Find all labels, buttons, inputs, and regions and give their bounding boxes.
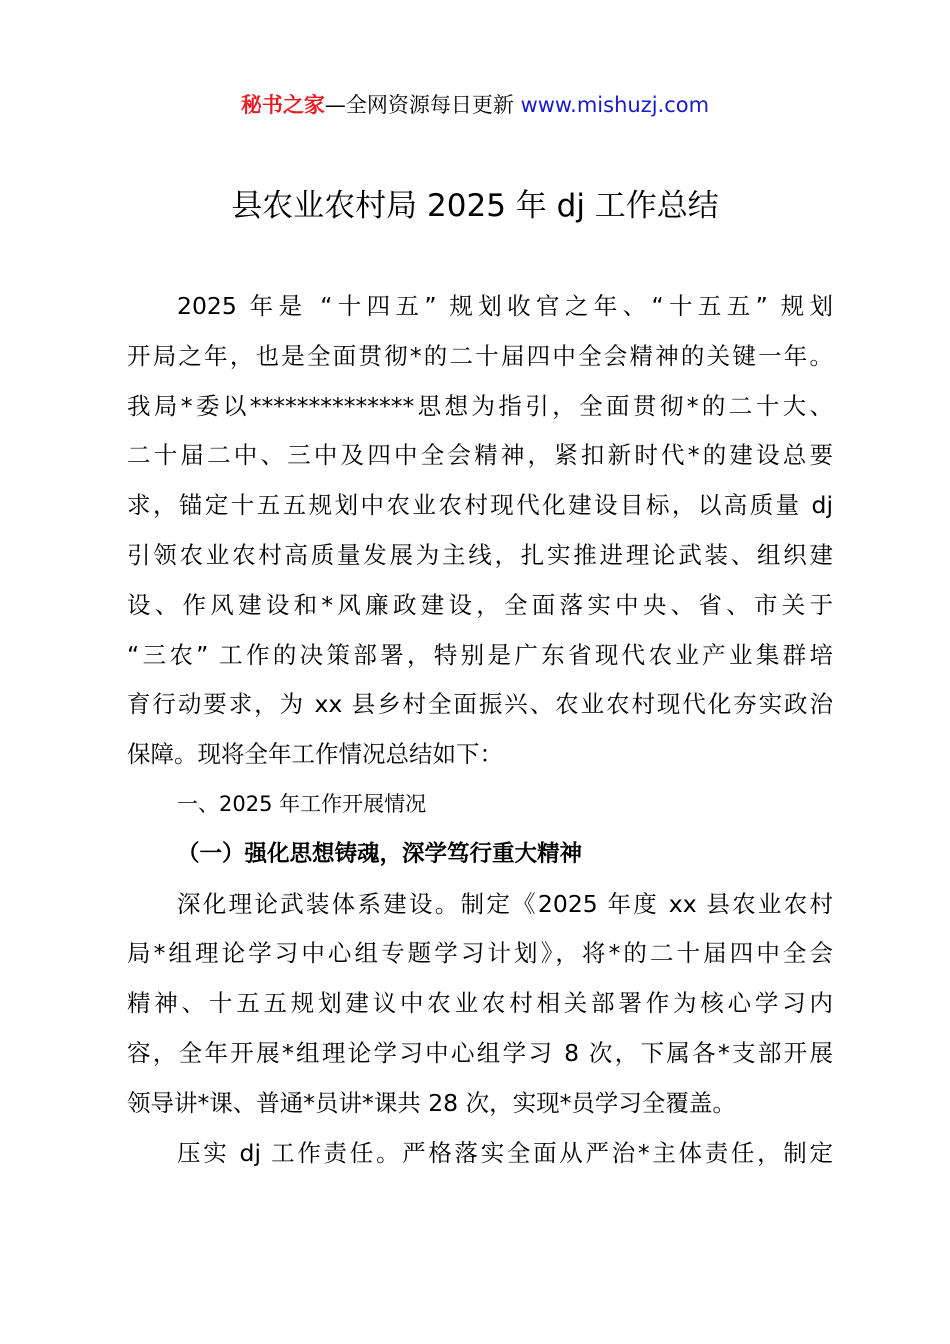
- paragraph-line: 引领农业农村高质量发展为主线，扎实推进理论武装、组织建: [127, 540, 833, 569]
- paragraph-line: 设、作风建设和*风廉政建设，全面落实中央、省、市关于: [127, 590, 833, 619]
- paragraph-line: 求，锚定十五五规划中农业农村现代化建设目标，以高质量 dj: [127, 491, 833, 520]
- paragraph-line: 领导讲*课、普通*员讲*课共 28 次，实现*员学习全覆盖。: [127, 1088, 736, 1117]
- paragraph-line: 二十届二中、三中及四中全会精神，紧扣新时代*的建设总要: [127, 441, 833, 470]
- paragraph-line: 育行动要求，为 xx 县乡村全面振兴、农业农村现代化夯实政治: [127, 690, 833, 719]
- document-body: [127, 282, 833, 1178]
- banner-tagline: —全网资源每日更新: [324, 93, 521, 117]
- paragraph-line: 深化理论武装体系建设。制定《2025 年度 xx 县农业农村: [177, 889, 833, 918]
- document-title: 县农业农村局 2025 年 dj 工作总结: [231, 188, 719, 224]
- banner-brand: 秘书之家: [240, 93, 325, 117]
- site-banner: [0, 88, 950, 122]
- banner-url-link[interactable]: www.mishuzj.com: [520, 93, 710, 117]
- paragraph-line: 开局之年，也是全面贯彻*的二十届四中全会精神的关键一年。: [127, 341, 833, 370]
- paragraph-line: 容，全年开展*组理论学习中心组学习 8 次，下属各*支部开展: [127, 1038, 833, 1067]
- paragraph-line: 保障。现将全年工作情况总结如下：: [127, 740, 503, 769]
- paragraph-line: 精神、十五五规划建议中农业农村相关部署作为核心学习内: [127, 989, 833, 1018]
- paragraph-line: 2025 年是 “十四五” 规划收官之年、“十五五” 规划: [177, 292, 833, 320]
- paragraph-line: 我局*委以**************思想为指引，全面贯彻*的二十大、: [127, 391, 833, 420]
- paragraph-line: “三农” 工作的决策部署，特别是广东省现代农业产业集群培: [127, 640, 833, 669]
- section-heading: 一、2025 年工作开展情况: [177, 791, 427, 816]
- paragraph-line: 局*组理论学习中心组专题学习计划》，将*的二十届四中全会: [127, 939, 833, 968]
- paragraph-line: 压实 dj 工作责任。严格落实全面从严治*主体责任，制定: [177, 1138, 833, 1167]
- subsection-heading: （一）强化思想铸魂，深学笃行重大精神: [177, 840, 583, 867]
